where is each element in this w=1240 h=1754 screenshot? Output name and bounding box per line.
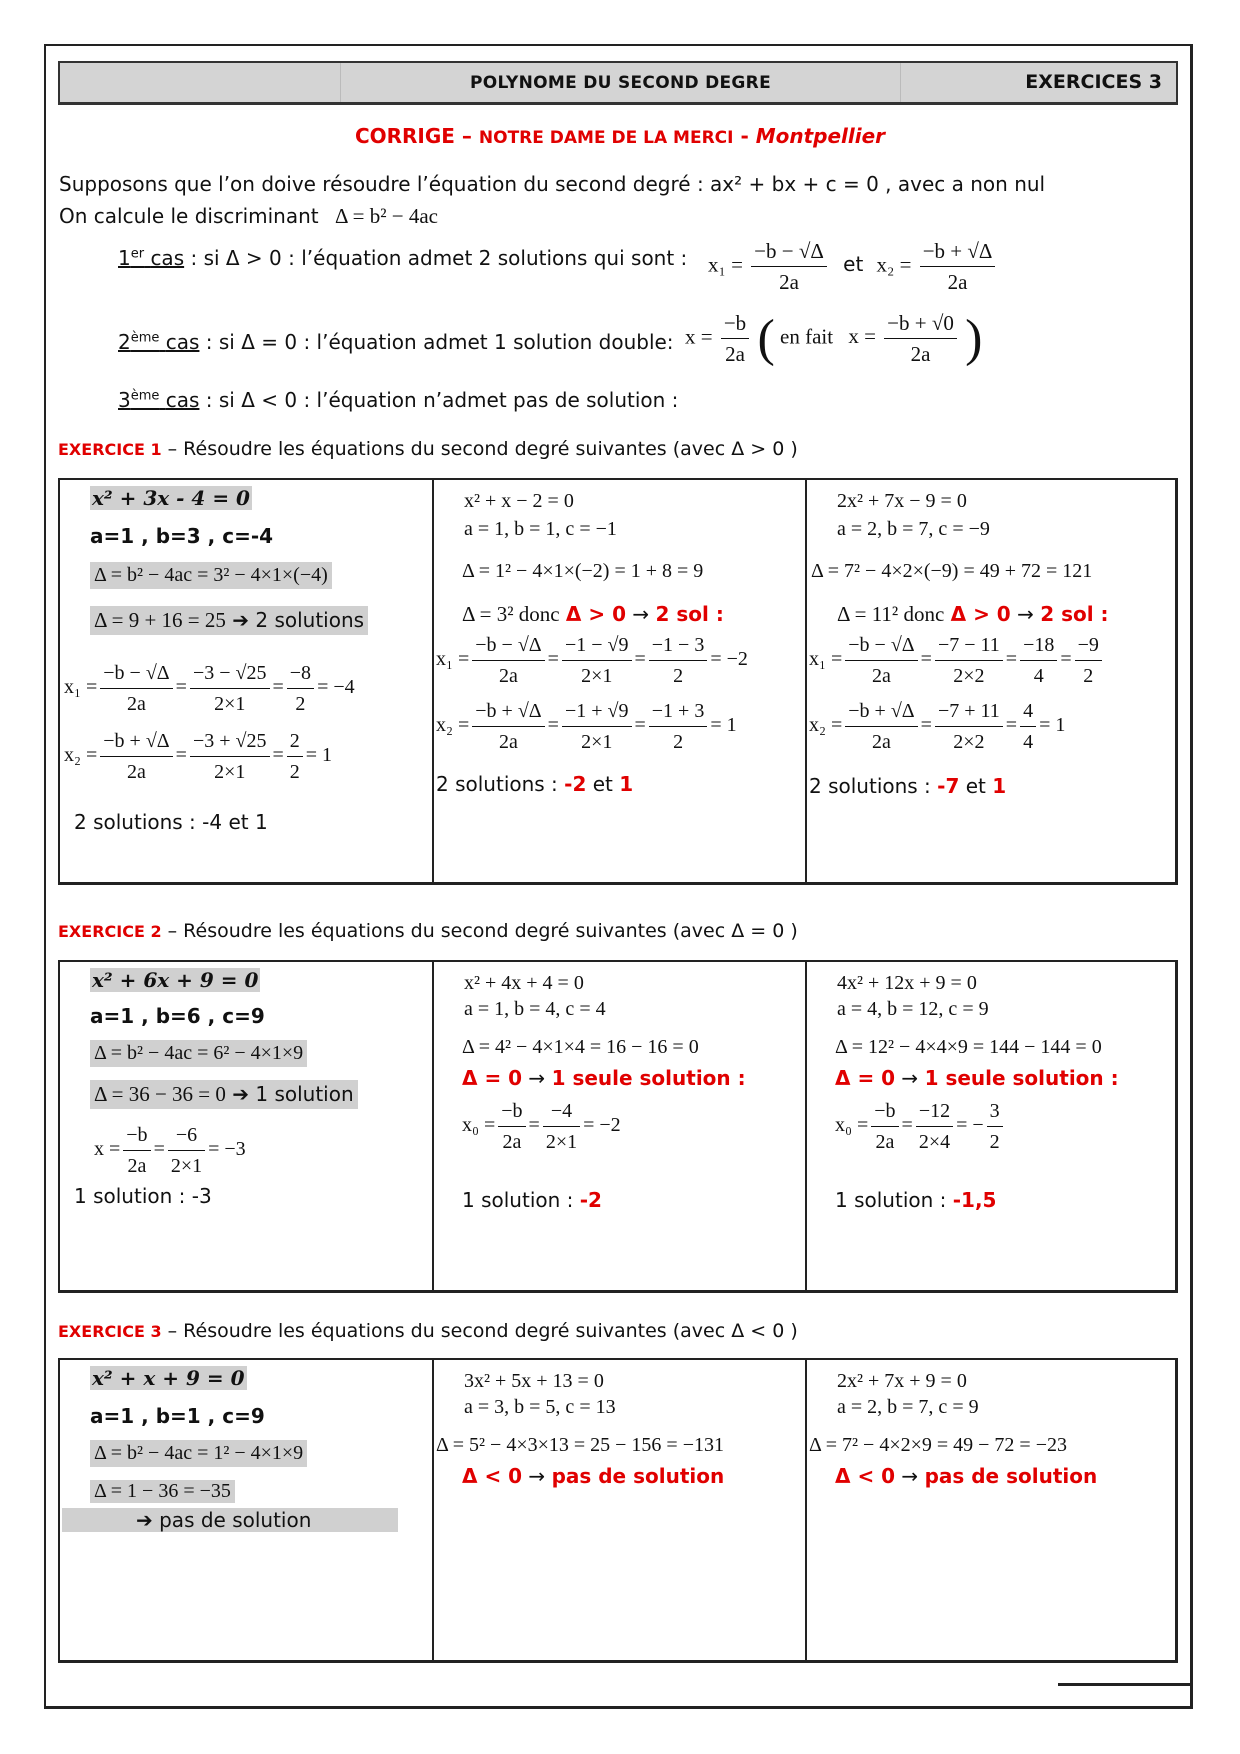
case-2-frac2 [884, 308, 957, 369]
frac [845, 696, 917, 757]
frac [123, 1120, 150, 1181]
case-1-num: 1 [118, 246, 131, 270]
paren-close: ) [965, 310, 983, 367]
solution-label: pas de solution [551, 1464, 725, 1488]
case-2-lhs: x = [685, 324, 713, 349]
frac [987, 1096, 1003, 1157]
coefficients: a = 4, b = 12, c = 9 [837, 998, 989, 1020]
intro-line-2-text: On calcule le discriminant [59, 204, 319, 228]
lhs: x₀ = [462, 1114, 496, 1137]
delta-result [835, 1066, 1119, 1090]
numerator: −b [721, 308, 749, 339]
footer-rule [1058, 1683, 1192, 1686]
numerator: 4 [1020, 696, 1036, 727]
coefficients: a=1 , b=3 , c=-4 [90, 524, 274, 548]
case-2-sup: ème [130, 330, 160, 346]
x2-calc: x₂ = $\frac{-b + √\Delta}{2a}$ = $\frac{-3 + √25}{2\times 1}$ = $\frac{2}{2}$ = 1 [64, 726, 332, 787]
denominator: 2a [872, 665, 891, 687]
numerator: 2 [287, 726, 303, 757]
condition: Δ < 0 [462, 1464, 523, 1488]
delta-calc: Δ = b² − 4ac = 1² − 4×1×9 [90, 1440, 307, 1467]
lhs: x₁ = [64, 676, 98, 699]
case-3-sup: ème [130, 388, 160, 404]
case-1 [118, 246, 687, 270]
coefficients: a = 2, b = 7, c = 9 [837, 1396, 979, 1418]
denominator: 2a [127, 761, 146, 783]
delta-formula: Δ = b² − 4ac [335, 204, 438, 228]
lhs: x₂ = [436, 714, 470, 737]
exercise-2-label: EXERCICE 2 [58, 922, 162, 941]
numerator: −3 − √25 [190, 658, 270, 689]
exercise-1-label: EXERCICE 1 [58, 440, 162, 459]
numerator: −b − √Δ [472, 630, 544, 661]
frac [1020, 630, 1057, 691]
solutions [436, 772, 633, 796]
case-1-sup: er [130, 246, 145, 262]
exercise-1-table [58, 478, 1178, 885]
exercise-1-col-3 [807, 480, 1175, 882]
denominator: 2a [875, 1131, 895, 1153]
solutions: 1 solution : -3 [74, 1184, 212, 1208]
delta-result [835, 1464, 1097, 1488]
frac [543, 1096, 580, 1157]
frac [935, 696, 1003, 757]
solutions [462, 1188, 602, 1212]
arrow: → [895, 1464, 925, 1488]
exercise-2-col-2 [434, 962, 807, 1290]
case-1-cas: cas [150, 246, 185, 270]
coefficients: a=1 , b=6 , c=9 [90, 1004, 265, 1028]
delta-calc: Δ = 1² − 4×1×(−2) = 1 + 8 = 9 [462, 560, 704, 582]
case-3 [118, 388, 678, 412]
numerator: −b [123, 1120, 150, 1151]
exercise-2-text: – Résoudre les équations du second degré suivantes (avec Δ = 0 ) [161, 920, 798, 942]
delta-result [462, 1066, 746, 1090]
delta-conclusion: ➔ 1 solution [225, 1082, 354, 1106]
condition: Δ < 0 [835, 1464, 896, 1488]
delta-value: Δ = 11² donc [837, 602, 945, 626]
case-2-text: : si Δ = 0 : l’équation admet 1 solution double: [199, 330, 674, 354]
header-divider [900, 63, 901, 102]
arrow: → [522, 1066, 552, 1090]
header-exercise-number: EXERCICES 3 [1025, 71, 1162, 93]
denominator: 2×1 [581, 665, 613, 687]
numerator: −b − √Δ [751, 236, 827, 267]
delta-conclusion: ➔ pas de solution [62, 1508, 398, 1532]
delta-calc: Δ = 7² − 4×2×(−9) = 49 + 72 = 121 [811, 560, 1093, 582]
frac [287, 658, 314, 719]
solution-label: 1 seule solution : [924, 1066, 1119, 1090]
denominator: 2×1 [545, 1131, 578, 1153]
numerator: −1 + √9 [562, 696, 632, 727]
numerator: −7 − 11 [935, 630, 1003, 661]
denominator: 2 [289, 761, 300, 783]
case-2-label [118, 330, 199, 354]
numerator: −1 − √9 [562, 630, 632, 661]
frac [100, 726, 172, 787]
denominator: 2×1 [214, 761, 246, 783]
equation: 4x² + 12x + 9 = 0 [837, 972, 977, 994]
denominator: 2a [499, 731, 518, 753]
denominator: 2 [673, 665, 684, 687]
delta-value: Δ = 36 − 36 = 0 [94, 1082, 226, 1106]
delta-value: Δ = 3² donc [462, 602, 560, 626]
frac [935, 630, 1003, 691]
numerator: −b [871, 1096, 898, 1127]
case-1-x2-lhs: x₂ = [876, 252, 912, 277]
exercise-1-text: – Résoudre les équations du second degré suivantes (avec Δ > 0 ) [161, 438, 798, 460]
numerator: −7 + 11 [935, 696, 1003, 727]
exercise-3-heading [58, 1320, 798, 1342]
numerator: −1 − 3 [649, 630, 708, 661]
paren-open: ( [757, 310, 775, 367]
exercise-1-heading [58, 438, 798, 460]
solution-value: -1,5 [952, 1188, 997, 1212]
intro-line-2 [59, 204, 438, 229]
x2-calc: x₂ = $\frac{-b + √\Delta}{2a}$ = $\frac{-7 + 11}{2\times 2}$ = $\frac{4}{4}$ = 1 [809, 696, 1065, 757]
delta-value: Δ = 9 + 16 = 25 [94, 608, 226, 632]
solutions-prefix: 1 solution : [462, 1188, 580, 1212]
denominator: 2a [127, 693, 146, 715]
frac [1020, 696, 1036, 757]
solutions: 2 solutions : -4 et 1 [74, 810, 268, 834]
exercise-2-table [58, 960, 1178, 1293]
denominator: 2a [725, 342, 745, 366]
solution-label: pas de solution [924, 1464, 1098, 1488]
denominator: 2 [295, 693, 306, 715]
solutions-and: et [959, 774, 993, 798]
numerator: −b + √Δ [920, 236, 996, 267]
denominator: 2×2 [953, 731, 985, 753]
case-1-and: et [843, 252, 864, 277]
frac [845, 630, 917, 691]
arrow: → [895, 1066, 925, 1090]
result: = −3 [208, 1138, 246, 1161]
delta-result: Δ = 1 − 36 = −35 [90, 1480, 235, 1503]
denominator: 2×1 [581, 731, 613, 753]
exercise-2-col-1 [60, 962, 434, 1290]
numerator: −12 [916, 1096, 953, 1127]
denominator: 4 [1023, 731, 1034, 753]
solution-b: 1 [619, 772, 634, 796]
case-2-cas: cas [165, 330, 200, 354]
delta-result [837, 602, 1109, 627]
x1-calc: x₁ = $\frac{-b - √\Delta}{2a}$ = $\frac{-7 - 11}{2\times 2}$ = $\frac{-18}{4}$ = $\frac{-9}{2}$ [809, 630, 1105, 691]
delta-calc: Δ = b² − 4ac = 6² − 4×1×9 [90, 1040, 307, 1067]
x-calc: x₀ = $\frac{-b}{2a}$ = $\frac{-4}{2\times 1}$ = −2 [462, 1096, 621, 1157]
solution-label: 2 sol : [1040, 602, 1109, 626]
equation: x² + 6x + 9 = 0 [92, 968, 259, 992]
intro-line-1: Supposons que l’on doive résoudre l’équation du second degré : ax² + bx + c = 0 , avec a non nul [59, 172, 1046, 196]
x1-calc: x₁ = $\frac{-b - √\Delta}{2a}$ = $\frac{-1 - √9}{2\times 1}$ = $\frac{-1 - 3}{2}$ = −2 [436, 630, 748, 691]
denominator: 2a [872, 731, 891, 753]
solutions-and: et [586, 772, 620, 796]
lhs: x₁ = [809, 648, 843, 671]
solution-a: -7 [937, 774, 960, 798]
exercise-1-col-2 [434, 480, 807, 882]
solutions [835, 1188, 996, 1212]
case-1-label [118, 246, 184, 270]
delta-calc: Δ = 4² − 4×1×4 = 16 − 16 = 0 [462, 1036, 699, 1058]
delta-result [90, 606, 368, 635]
denominator: 2a [910, 342, 931, 366]
condition: Δ = 0 [835, 1066, 896, 1090]
delta-conclusion: ➔ 2 solutions [225, 608, 365, 632]
denominator: 2a [947, 270, 968, 294]
case-3-text: : si Δ < 0 : l’équation n’admet pas de solution : [199, 388, 679, 412]
solution-b: 1 [992, 774, 1007, 798]
numerator: −b − √Δ [845, 630, 917, 661]
denominator: 2 [989, 1131, 1000, 1153]
lhs: x₂ = [64, 744, 98, 767]
solution-label: 2 sol : [655, 602, 724, 626]
frac [168, 1120, 205, 1181]
header-divider [340, 63, 341, 102]
x2-calc: x₂ = $\frac{-b + √\Delta}{2a}$ = $\frac{-1 + √9}{2\times 1}$ = $\frac{-1 + 3}{2}$ = 1 [436, 696, 737, 757]
case-2 [118, 330, 674, 354]
case-1-text: : si Δ > 0 : l’équation admet 2 solutions qui sont : [184, 246, 688, 270]
numerator: −b + √Δ [472, 696, 544, 727]
coefficients: a = 1, b = 4, c = 4 [464, 998, 606, 1020]
lhs: x₀ = [835, 1114, 869, 1137]
city-name: Montpellier [755, 124, 886, 148]
case-3-label [118, 388, 199, 412]
delta-calc: Δ = 12² − 4×4×9 = 144 − 144 = 0 [835, 1036, 1102, 1058]
frac [1075, 630, 1102, 691]
exercise-3-text: – Résoudre les équations du second degré suivantes (avec Δ < 0 ) [161, 1320, 798, 1342]
numerator: −9 [1075, 630, 1102, 661]
exercise-2-heading [58, 920, 798, 942]
numerator: −b − √Δ [100, 658, 172, 689]
lhs: x₂ = [809, 714, 843, 737]
numerator: 3 [987, 1096, 1003, 1127]
equation: x² + 4x + 4 = 0 [464, 972, 584, 994]
result-prefix: = − [956, 1114, 984, 1137]
equation: x² + x + 9 = 0 [92, 1366, 245, 1390]
result: = 1 [710, 714, 737, 737]
case-3-cas: cas [165, 388, 200, 412]
case-2-formulas [685, 308, 982, 369]
case-1-formulas [708, 236, 998, 297]
numerator: −18 [1020, 630, 1057, 661]
delta-calc: Δ = 5² − 4×3×13 = 25 − 156 = −131 [436, 1434, 724, 1456]
delta-calc: Δ = b² − 4ac = 3² − 4×1×(−4) [90, 562, 332, 589]
denominator: 2×4 [918, 1131, 951, 1153]
lhs: x = [94, 1138, 121, 1161]
exercise-2-col-3 [807, 962, 1175, 1290]
case-1-x1-lhs: x₁ = [708, 252, 743, 277]
numerator: −1 + 3 [649, 696, 708, 727]
numerator: −b + √0 [884, 308, 957, 339]
x-calc: x₀ = $\frac{-b}{2a}$ = $\frac{-12}{2\times 4}$ = − $\frac{3}{2}$ [835, 1096, 1006, 1157]
solutions-prefix: 2 solutions : [809, 774, 938, 798]
numerator: −3 + √25 [190, 726, 270, 757]
arrow: → [626, 602, 656, 626]
frac [562, 696, 632, 757]
exercise-3-col-2 [434, 1360, 807, 1660]
condition: Δ > 0 [950, 602, 1011, 626]
frac [649, 630, 708, 691]
equation: x² + 3x - 4 = 0 [92, 486, 250, 510]
lhs: x₁ = [436, 648, 470, 671]
frac [871, 1096, 898, 1157]
exercise-3-col-1 [60, 1360, 434, 1660]
school-name: NOTRE DAME DE LA MERCI [478, 128, 734, 148]
result: = 1 [305, 744, 333, 767]
numerator: −b [498, 1096, 525, 1127]
arrow: → [1010, 602, 1041, 626]
frac [562, 630, 632, 691]
arrow: → [522, 1464, 552, 1488]
frac [916, 1096, 953, 1157]
page-header [58, 61, 1178, 105]
denominator: 2a [502, 1131, 522, 1153]
result: = −2 [583, 1114, 621, 1137]
denominator: 2 [1083, 665, 1094, 687]
frac [100, 658, 172, 719]
delta-result [90, 1080, 358, 1109]
numerator: −4 [543, 1096, 580, 1127]
x1-calc: x₁ = $\frac{-b - √\Delta}{2a}$ = $\frac{-3 - √25}{2\times 1}$ = $\frac{-8}{2}$ = −4 [64, 658, 355, 719]
numerator: −b + √Δ [100, 726, 172, 757]
solution-value: -2 [579, 1188, 602, 1212]
condition: Δ > 0 [565, 602, 626, 626]
delta-result [462, 602, 724, 627]
case-2-lhs2: x = [848, 324, 876, 349]
case-2-fait: en fait [780, 324, 834, 349]
corrige-sep: - [733, 124, 756, 148]
denominator: 2 [673, 731, 684, 753]
equation: 2x² + 7x + 9 = 0 [837, 1370, 967, 1392]
header-title: POLYNOME DU SECOND DEGRE [470, 73, 771, 93]
result: = −2 [710, 648, 748, 671]
corrige-title [0, 124, 1240, 148]
solutions-prefix: 2 solutions : [436, 772, 565, 796]
exercise-1-col-1 [60, 480, 434, 882]
denominator: 4 [1033, 665, 1044, 687]
delta-result [462, 1464, 724, 1488]
frac [190, 726, 270, 787]
numerator: −b + √Δ [845, 696, 917, 727]
numerator: −6 [168, 1120, 205, 1151]
equation: 3x² + 5x + 13 = 0 [464, 1370, 604, 1392]
solutions [809, 774, 1006, 798]
frac [498, 1096, 525, 1157]
exercise-3-label: EXERCICE 3 [58, 1322, 162, 1341]
coefficients: a = 2, b = 7, c = −9 [837, 518, 990, 540]
equation: 2x² + 7x − 9 = 0 [837, 490, 967, 512]
case-2-num: 2 [118, 330, 131, 354]
denominator: 2×1 [214, 693, 246, 715]
result: = −4 [317, 676, 355, 699]
solution-a: -2 [564, 772, 587, 796]
frac [287, 726, 303, 787]
exercise-3-table [58, 1358, 1178, 1663]
result: = 1 [1039, 714, 1066, 737]
case-3-num: 3 [118, 388, 131, 412]
frac [649, 696, 708, 757]
case-1-x1-frac [751, 236, 827, 297]
solutions-prefix: 1 solution : [835, 1188, 953, 1212]
coefficients: a = 1, b = 1, c = −1 [464, 518, 617, 540]
denominator: 2a [499, 665, 518, 687]
condition: Δ = 0 [462, 1066, 523, 1090]
denominator: 2×2 [953, 665, 985, 687]
equation: x² + x − 2 = 0 [464, 490, 574, 512]
exercise-3-col-3 [807, 1360, 1175, 1660]
frac [190, 658, 270, 719]
coefficients: a=1 , b=1 , c=9 [90, 1404, 265, 1428]
frac [472, 696, 544, 757]
denominator: 2×1 [170, 1155, 203, 1177]
coefficients: a = 3, b = 5, c = 13 [464, 1396, 616, 1418]
corrige-label: CORRIGE – [354, 124, 479, 148]
denominator: 2a [779, 270, 799, 294]
frac [472, 630, 544, 691]
numerator: −8 [287, 658, 314, 689]
case-2-frac [721, 308, 749, 369]
x-calc: x = $\frac{-b}{2a}$ = $\frac{-6}{2\times 1}$ = −3 [94, 1120, 246, 1181]
case-1-x2-frac [920, 236, 996, 297]
solution-label: 1 seule solution : [551, 1066, 746, 1090]
denominator: 2a [127, 1155, 147, 1177]
delta-calc: Δ = 7² − 4×2×9 = 49 − 72 = −23 [809, 1434, 1067, 1456]
